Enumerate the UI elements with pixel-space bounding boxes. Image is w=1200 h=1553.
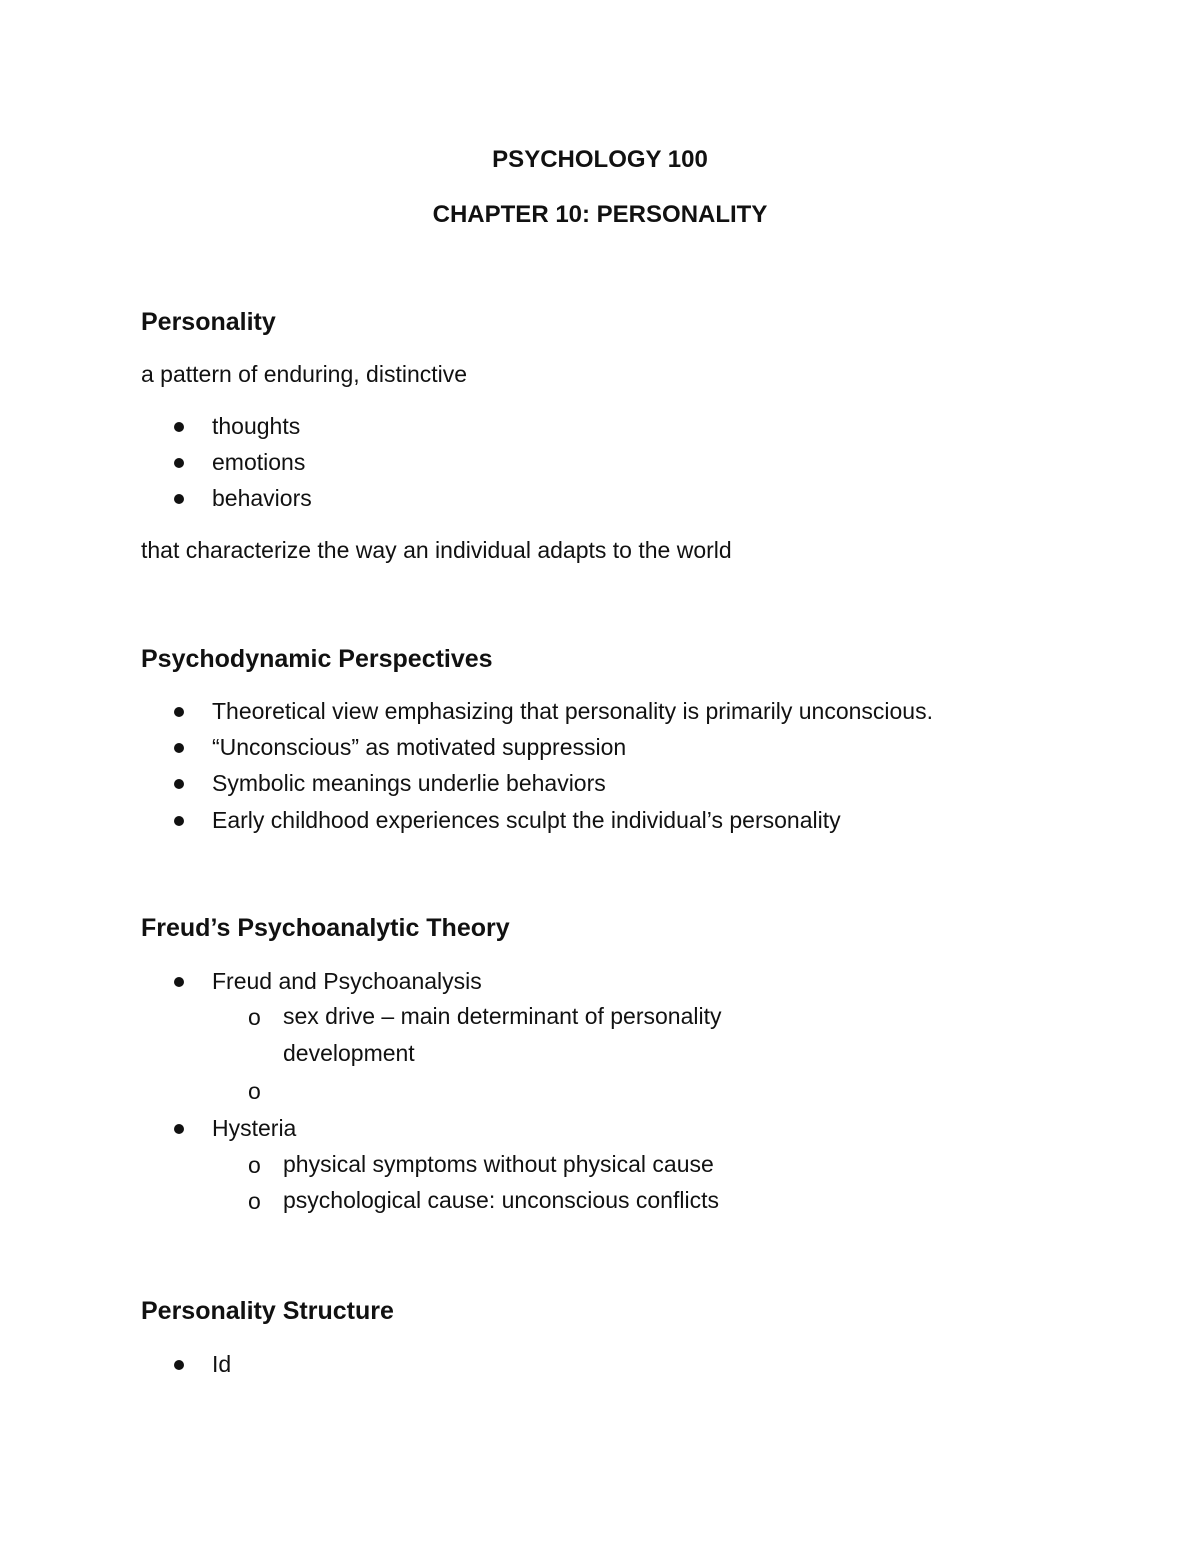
list-item-text: emotions — [212, 449, 306, 475]
bullet-icon — [174, 816, 184, 826]
circle-bullet-icon: o — [248, 1004, 261, 1030]
list-item-text: Id — [212, 1351, 232, 1377]
bullet-icon — [174, 1360, 184, 1370]
circle-bullet-icon: o — [248, 1188, 261, 1214]
section-heading-structure: Personality Structure — [141, 1297, 394, 1325]
personality-intro: a pattern of enduring, distinctive — [141, 361, 468, 387]
bullet-icon — [174, 707, 184, 717]
bullet-icon — [174, 779, 184, 789]
bullet-icon — [174, 743, 184, 753]
bullet-icon — [174, 458, 184, 468]
list-item-text: Freud and Psychoanalysis — [212, 968, 482, 994]
list-item-text: behaviors — [212, 485, 312, 511]
list-item-text: Symbolic meanings underlie behaviors — [212, 770, 606, 796]
list-item-text: Hysteria — [212, 1115, 297, 1141]
section-heading-freud: Freud’s Psychoanalytic Theory — [141, 914, 510, 942]
chapter-title: CHAPTER 10: PERSONALITY — [432, 201, 768, 228]
circle-bullet-icon: o — [248, 1152, 261, 1178]
course-title: PSYCHOLOGY 100 — [492, 146, 708, 173]
sub-list-item-text: sex drive – main determinant of personality development — [283, 1003, 722, 1066]
list-item-text: thoughts — [212, 413, 301, 439]
sub-list-item-text: physical symptoms without physical cause — [283, 1151, 714, 1177]
list-item-text: Early childhood experiences sculpt the individual’s personality — [212, 807, 841, 833]
bullet-icon — [174, 494, 184, 504]
bullet-icon — [174, 977, 184, 987]
section-heading-personality: Personality — [141, 308, 276, 336]
personality-outro: that characterize the way an individual adapts to the world — [141, 537, 732, 563]
sub-list-item-text: psychological cause: unconscious conflicts — [283, 1187, 719, 1213]
section-heading-psychodynamic: Psychodynamic Perspectives — [141, 645, 493, 673]
list-item-text: Theoretical view emphasizing that personality is primarily unconscious. — [212, 698, 933, 724]
bullet-icon — [174, 422, 184, 432]
list-item-text: “Unconscious” as motivated suppression — [212, 734, 627, 760]
circle-bullet-icon: o — [248, 1078, 261, 1104]
bullet-icon — [174, 1124, 184, 1134]
